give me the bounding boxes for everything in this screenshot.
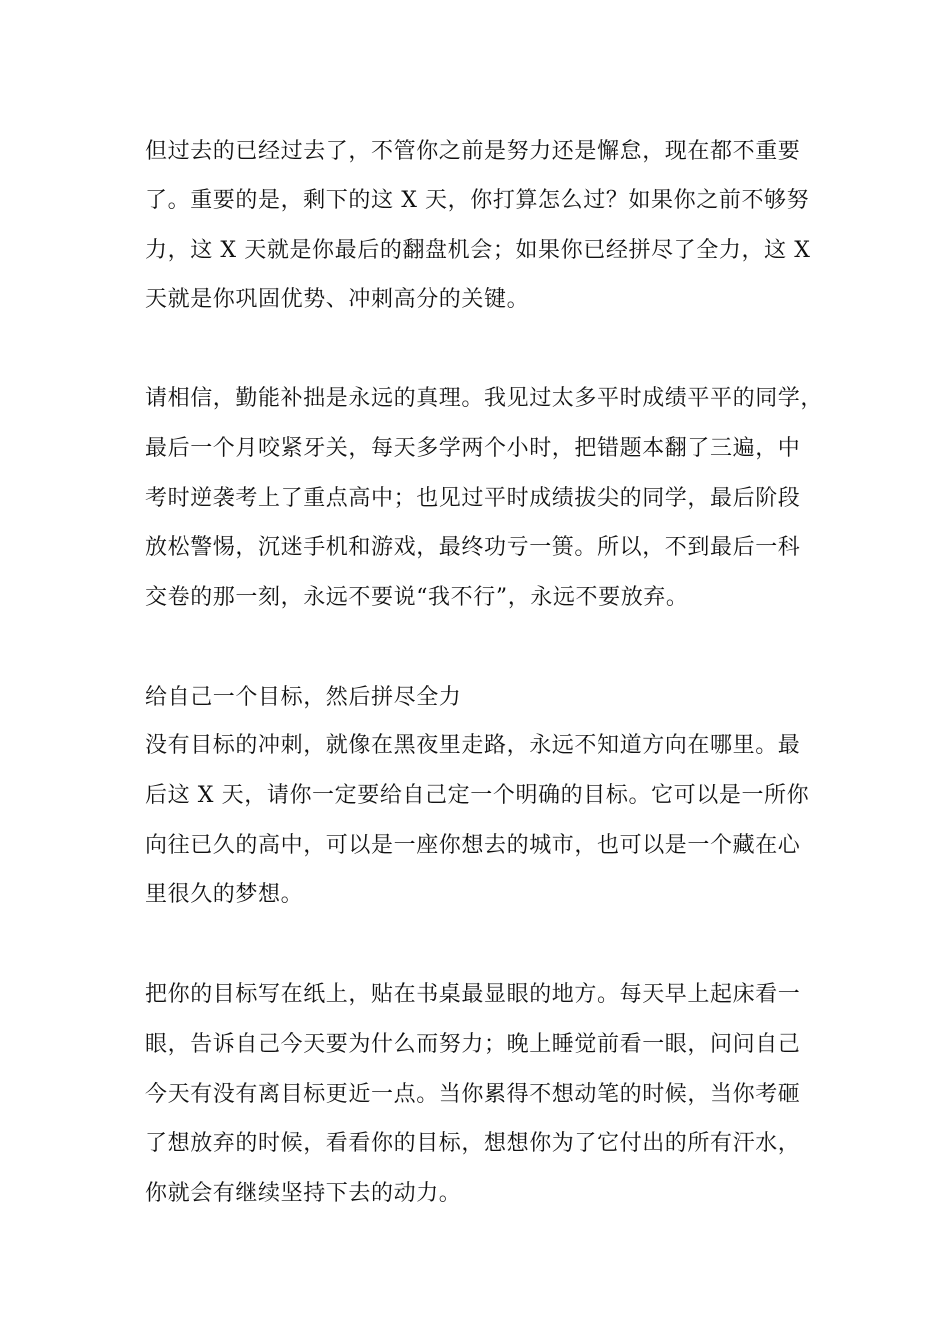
text-line: 天就是你巩固优势、冲刺高分的关键。: [145, 287, 530, 312]
text-line: 交卷的那一刻，永远不要说“我不行”，永远不要放弃。: [145, 585, 689, 610]
text-line: 眼，告诉自己今天要为什么而努力；晚上睡觉前看一眼，问问自己: [145, 1032, 801, 1057]
text-line: 你就会有继续坚持下去的动力。: [145, 1181, 462, 1206]
text-line: 最后一个月咬紧牙关，每天多学两个小时，把错题本翻了三遍，中: [145, 436, 801, 461]
text-line: 请相信，勤能补拙是永远的真理。我见过太多平时成绩平平的同学，: [145, 386, 824, 411]
text-line: 向往已久的高中，可以是一座你想去的城市，也可以是一个藏在心: [145, 833, 801, 858]
text-line: 把你的目标写在纸上，贴在书桌最显眼的地方。每天早上起床看一: [145, 982, 801, 1007]
text-line: 了。重要的是，剩下的这 X 天，你打算怎么过？如果你之前不够努: [145, 188, 810, 213]
text-line: 里很久的梦想。: [145, 882, 304, 907]
text-line: 但过去的已经过去了，不管你之前是努力还是懈怠，现在都不重要: [145, 139, 801, 164]
text-line: 今天有没有离目标更近一点。当你累得不想动笔的时候，当你考砸: [145, 1082, 801, 1107]
text-line: 力，这 X 天就是你最后的翻盘机会；如果你已经拼尽了全力，这 X: [145, 238, 811, 263]
text-line: 了想放弃的时候，看看你的目标，想想你为了它付出的所有汗水，: [145, 1131, 801, 1156]
section-heading: 给自己一个目标，然后拼尽全力: [145, 685, 462, 710]
text-line: 后这 X 天，请你一定要给自己定一个明确的目标。它可以是一所你: [145, 783, 810, 808]
text-line: 没有目标的冲刺，就像在黑夜里走路，永远不知道方向在哪里。最: [145, 733, 801, 758]
text-line: 放松警惕，沉迷手机和游戏，最终功亏一篑。所以，不到最后一科: [145, 535, 801, 560]
text-line: 考时逆袭考上了重点高中；也见过平时成绩拔尖的同学，最后阶段: [145, 486, 801, 511]
